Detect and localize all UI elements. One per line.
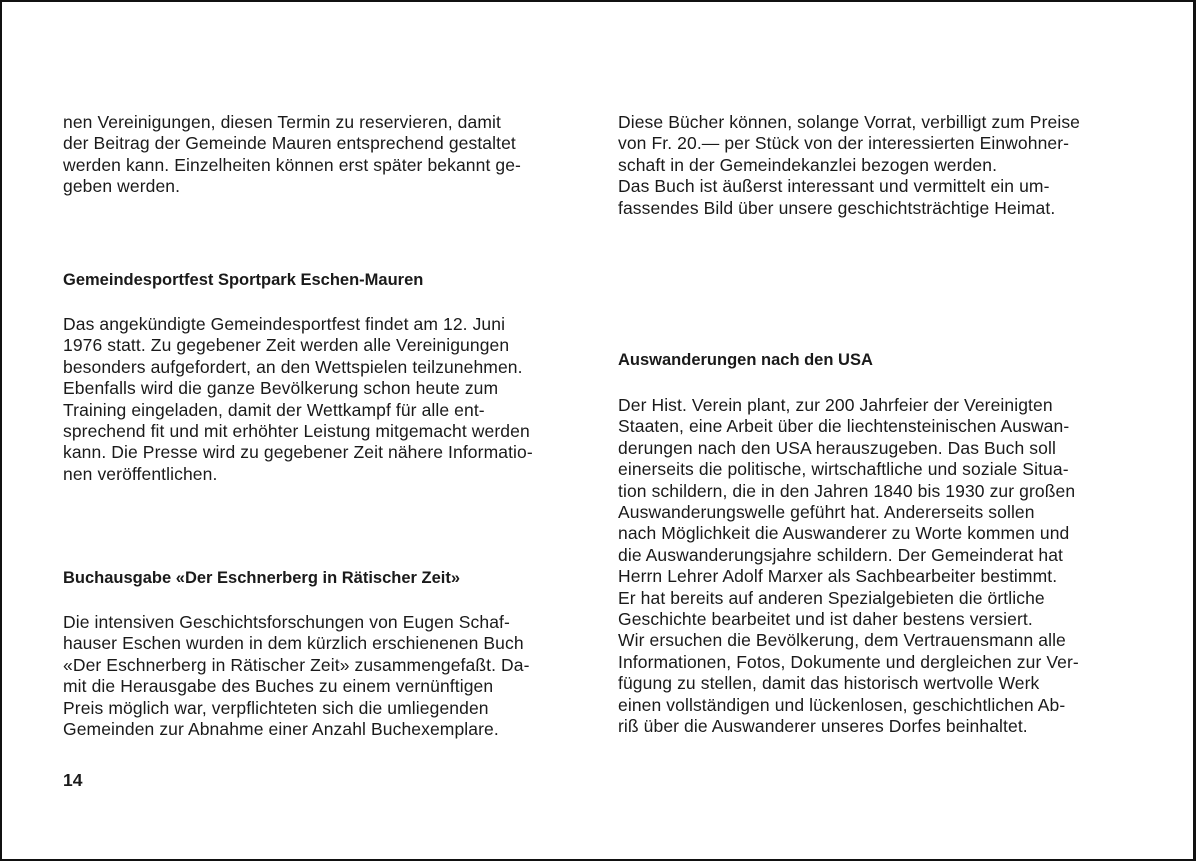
paragraph-auswanderungen: Der Hist. Verein plant, zur 200 Jahrfeier der Vereinigten Staaten, eine Arbeit über die liechtensteinischen Auswan- derungen nach den USA herauszugeben. Das Buch soll einerseits die politische, wirtschaftliche und soziale Situa- tion schildern, die in den Jahren 1840 bis 1930 zur großen Auswanderungswelle geführt hat. Andererseits sollen nach Möglichkeit die Auswanderer zu Worte kommen und die Auswanderungsjahre schildern. Der Gemeinderat hat Herrn Lehrer Adolf Marxer als Sachbearbeiter bestimmt. Er hat bereits auf anderen Spezialgebieten die örtliche Geschichte bearbeitet und ist daher bestens versiert. Wir ersuchen die Bevölkerung, dem Vertrauensmann alle Informationen, Fotos, Dokumente und dergleichen zur Ver- fügung zu stellen, damit das historisch wertvolle Werk einen vollständigen und lückenlosen, geschichtlichen Ab- riß über die Auswanderer unseres Dorfes beinhaltet. [618, 395, 1079, 737]
paragraph-gemeindesportfest: Das angekündigte Gemeindesportfest findet am 12. Juni 1976 statt. Zu gegebener Zeit werden alle Vereinigungen besonders aufgefordert, an den Wettspielen teilzunehmen. Ebenfalls wird die ganze Bevölkerung schon heute zum Training eingeladen, damit der Wettkampf für alle ent- sprechend fit und mit erhöhter Leistung mitgemacht werden kann. Die Presse wird zu gegebener Zeit nähere Informatio- nen veröffentlichen. [63, 314, 533, 484]
intro-paragraph: nen Vereinigungen, diesen Termin zu reservieren, damit der Beitrag der Gemeinde Mauren entsprechend gestaltet werden kann. Einzelheiten können erst später bekannt ge- geben werden. [63, 112, 521, 197]
heading-gemeindesportfest: Gemeindesportfest Sportpark Eschen-Mauren [63, 271, 424, 289]
paragraph-buchausgabe: Die intensiven Geschichtsforschungen von Eugen Schaf- hauser Eschen wurden in dem kürzlich erschienenen Buch «Der Eschnerberg in Rätischer Zeit» zusammengefaßt. Da- mit die Herausgabe des Buches zu einem vernünftigen Preis möglich war, verpflichteten sich die umliegenden Gemeinden zur Abnahme einer Anzahl Buchexemplare. [63, 612, 530, 740]
paragraph-buecher-preis: Diese Bücher können, solange Vorrat, verbilligt zum Preise von Fr. 20.— per Stück von der interessierten Einwohner- schaft in der Gemeindekanzlei bezogen werden. Das Buch ist äußerst interessant und vermittelt ein um- fassendes Bild über unsere geschichtsträchtige Heimat. [618, 112, 1081, 218]
heading-auswanderungen: Auswanderungen nach den USA [618, 351, 873, 369]
page-number: 14 [63, 770, 83, 790]
heading-buchausgabe: Buchausgabe «Der Eschnerberg in Rätischer Zeit» [63, 569, 461, 587]
